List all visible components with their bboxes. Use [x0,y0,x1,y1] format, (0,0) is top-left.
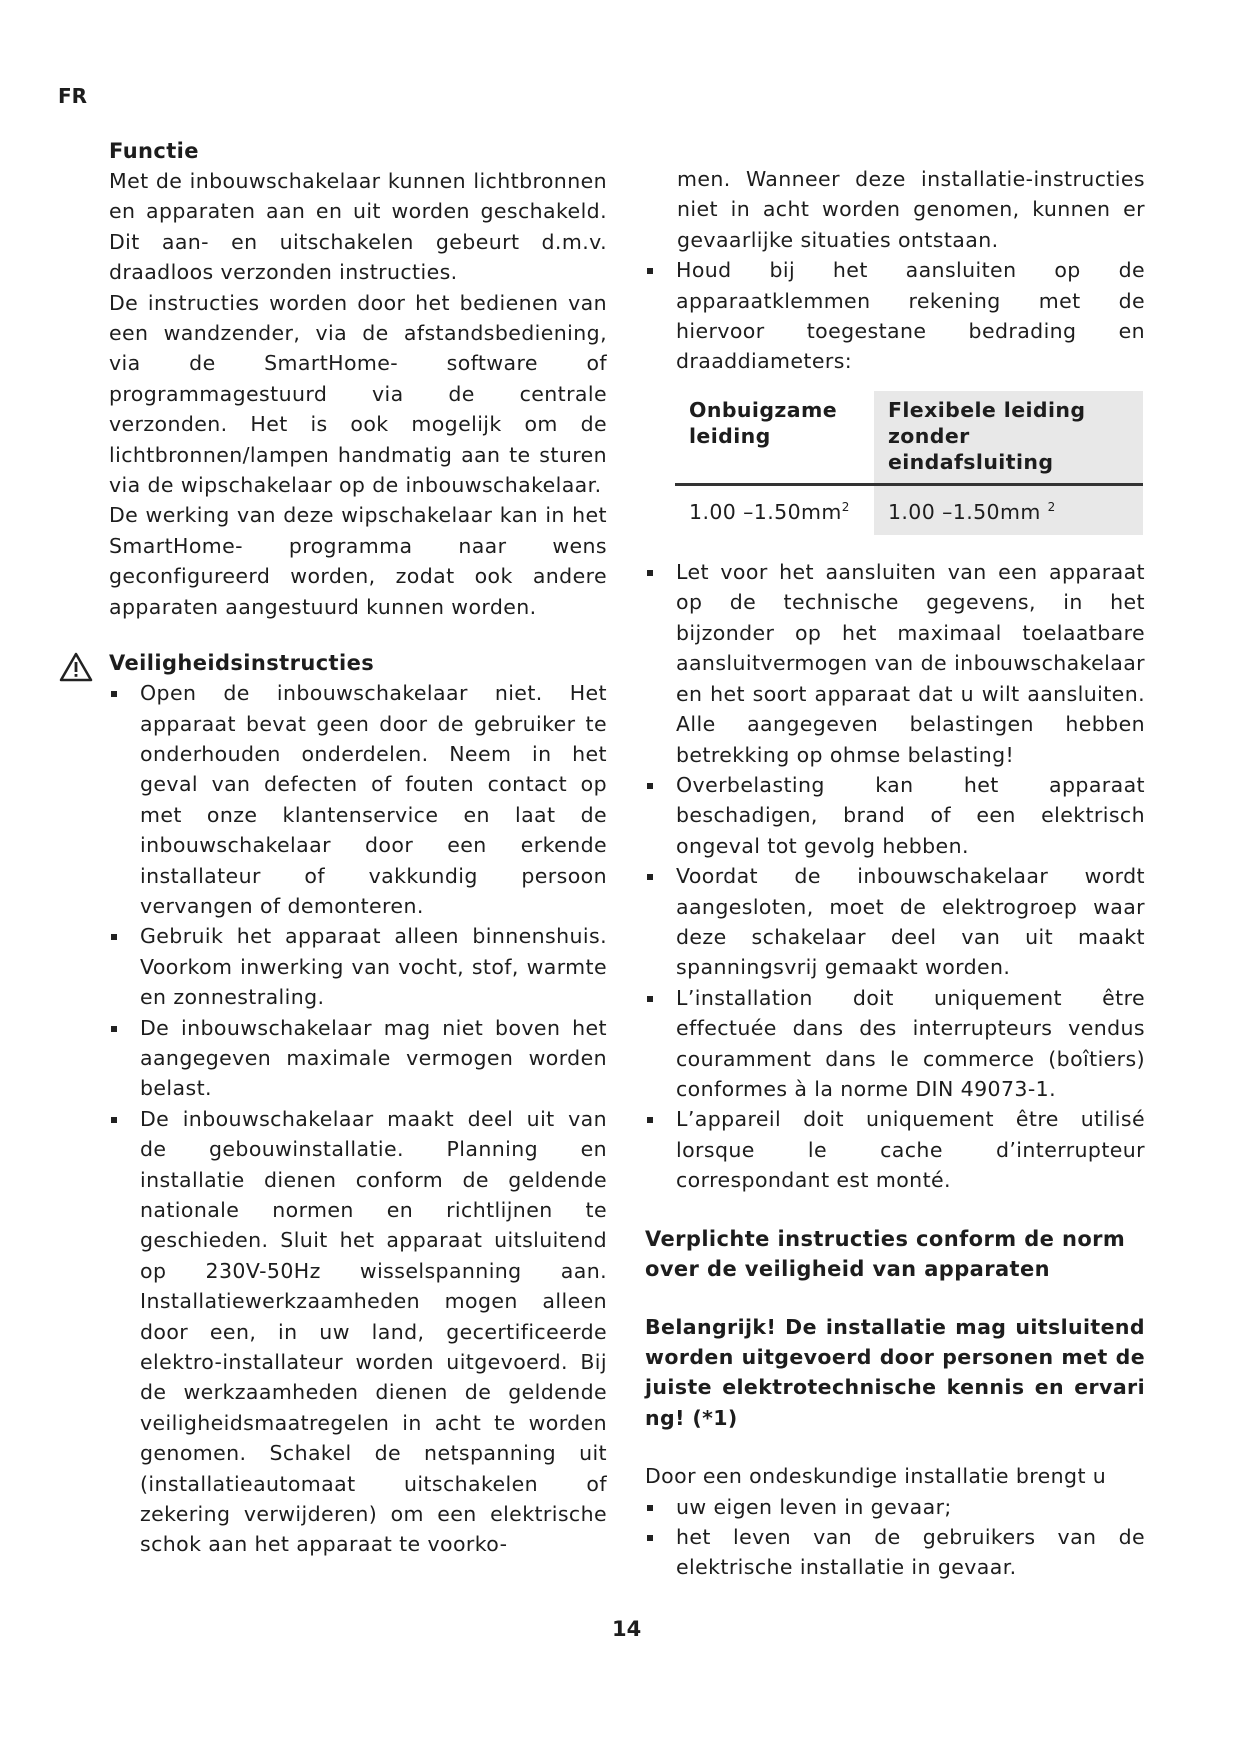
cell-value: 1.00 –1.50mm [689,499,842,524]
table-cell [675,484,874,535]
list-item: De inbouwschakelaar mag niet boven het aangegeven maximale vermogen worden belast. [109,1013,607,1104]
table-cell [874,484,1143,535]
right-column [645,164,1145,1583]
cell-value: 1.00 –1.50mm [887,499,1048,524]
language-label: FR [58,84,88,108]
list-item: Open de inbouwschakelaar niet. Het apparaat bevat geen door de gebruiker te onderhouden onderdelen. Neem in het geval van defecten of fouten contact op met onze klantenservice en laat de inbouwschakelaar door een erkende installateur of vakkundig persoon vervangen of demonteren. [109,678,607,921]
list-item: Gebruik het apparaat alleen binnenshuis. Voorkom inwerking van vocht, stof, warmte en zonnestraling. [109,921,607,1012]
list-item: L’appareil doit uniquement être utilisé lorsque le cache d’interrupteur correspondant est monté. [645,1104,1145,1195]
list-item: L’installation doit uniquement être effectuée dans des interrupteurs vendus couramment dans le commerce (boîtiers) conformes à la norme DIN 49073-1. [645,983,1145,1105]
important-notice: Belangrijk! De installatie mag uitsluitend worden uitgevoerd door personen met de juiste elektrotechnische kennis en ervari ng! (*1) [645,1314,1145,1430]
list-item: Overbelasting kan het apparaat beschadigen, brand of een elektrisch ongeval tot gevolg hebben. [645,770,1145,861]
superscript: 2 [1047,499,1056,514]
table-row [675,484,1143,535]
danger-intro: Door een ondeskundige installatie brengt u [645,1464,1107,1489]
functie-heading: Functie [109,139,199,163]
paragraph: Met de inbouwschakelaar kunnen lichtbronnen en apparaten aan en uit worden geschakeld. Dit aan- en uitschakelen gebeurt d.m.v. draadloos verzonden instructies. [109,169,607,285]
list-item: Let voor het aansluiten van een apparaat op de technische gegevens, in het bijzonder op het maximaal toelaatbare aansluitvermogen van de inbouwschakelaar en het soort apparaat dat u wilt aansluiten. Alle aangegeven belastingen hebben betrekking op ohmse belasting! [645,557,1145,770]
table-header: Onbuigzame leiding [689,397,838,448]
safety-section [109,648,607,1560]
list-item: het leven van de gebruikers van de elektrische installatie in gevaar. [645,1522,1145,1583]
wiring-list [645,255,1145,377]
continuation-text: men. Wanneer deze installatie-instructies niet in acht worden genomen, kunnen er gevaarlijke situaties ontstaan. [677,167,1145,252]
list-item: Voordat de inbouwschakelaar wordt aangesloten, moet de elektrogroep waar deze schakelaar deel van uit maakt spanningsvrij gemaakt worden. [645,861,1145,983]
paragraph: De instructies worden door het bedienen van een wandzender, via de afstandsbediening, via de SmartHome- software of programmagestuurd via de centrale verzonden. Het is ook mogelijk om de lichtbronnen/lampen handmatig aan te sturen via de wipschakelaar op de inbouwschakelaar. [109,290,607,498]
superscript: 2 [841,499,850,514]
wire-table [675,391,1143,535]
list-item: uw eigen leven in gevaar; [645,1492,1145,1522]
list-item: Houd bij het aansluiten op de apparaatklemmen rekening met de hiervoor toegestane bedrading en draaddiameters: [645,255,1145,377]
paragraph: De werking van deze wipschakelaar kan in het SmartHome- programma naar wens geconfigureerd worden, zodat ook andere apparaten aangestuurd kunnen worden. [109,503,607,619]
left-column [109,136,607,1560]
list-item: De inbouwschakelaar maakt deel uit van de gebouwinstallatie. Planning en installatie dienen conform de geldende nationale normen en richtlijnen te geschieden. Sluit het apparaat uitsluitend op 230V-50Hz wisselspanning aan. Installatiewerkzaamheden mogen alleen door een, in uw land, gecertificeerde elektro-installateur worden uitgevoerd. Bij de werkzaamheden dienen de geldende veiligheidsmaatregelen in acht te worden genomen. Schakel de netspanning uit (installatieautomaat uitschakelen of zekering verwijderen) om een elektrische schok aan het apparaat te voorko- [109,1104,607,1560]
warning-triangle-icon [59,652,93,682]
table-header: Flexibele leiding zonder eindafsluiting [874,391,1143,485]
safety-heading: Veiligheidsinstructies [109,651,375,676]
safety-list [109,678,607,1560]
mandatory-heading: Verplichte instructies conform de norm over de veiligheid van apparaten [645,1226,1126,1281]
connection-list [645,557,1145,1196]
danger-list [645,1492,1145,1583]
page-number: 14 [612,1617,642,1641]
